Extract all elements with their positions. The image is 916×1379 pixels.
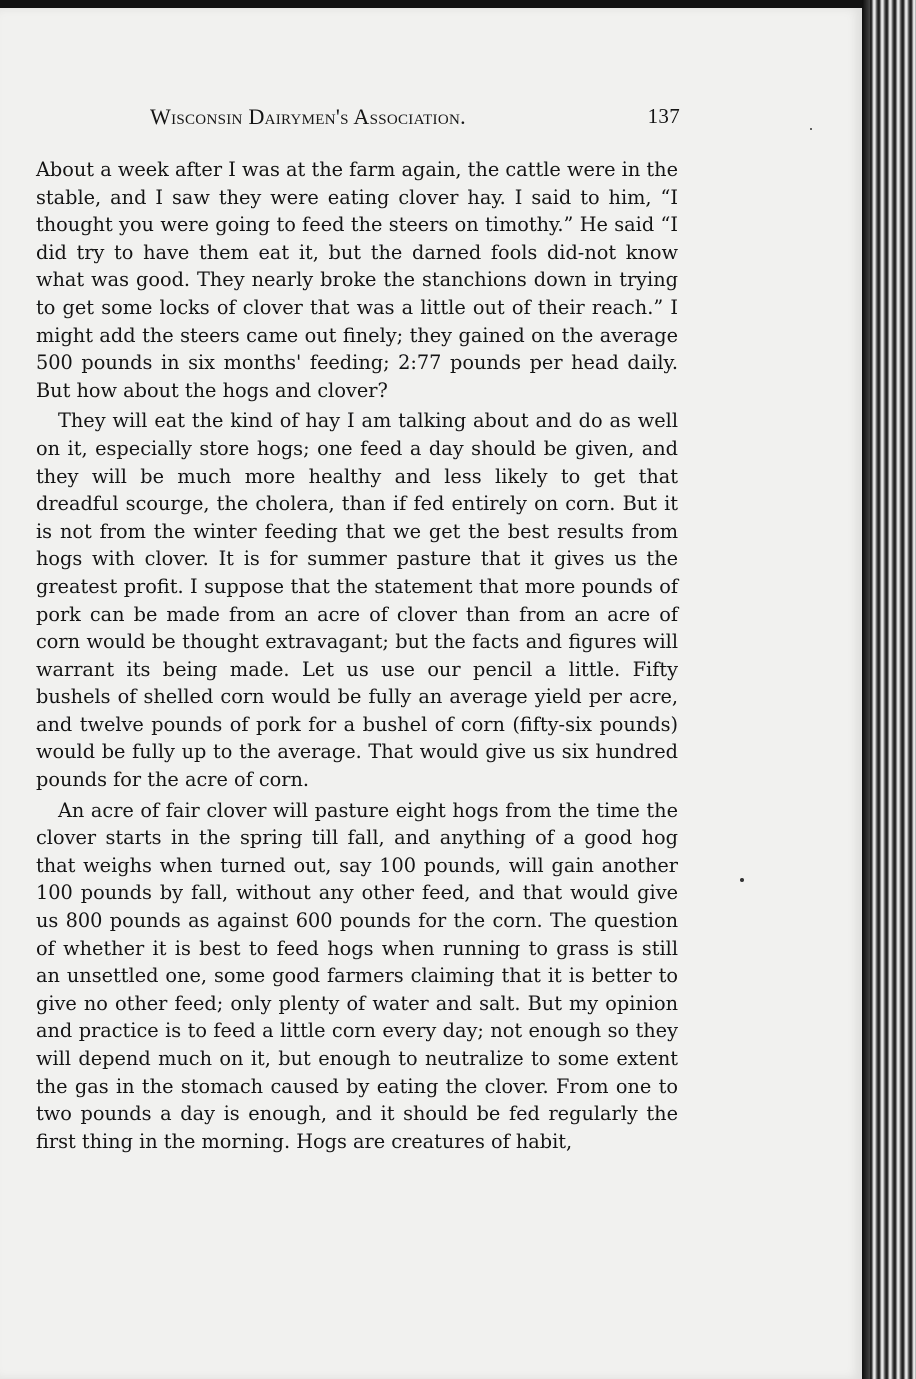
running-head: Wisconsin Dairymen's Association. — [150, 104, 466, 129]
paragraph-1: About a week after I was at the farm again, the cattle were in the stable, and I saw they were eating clover hay. I said to him, “I thought you were going to feed the steers on timothy.” He said “I did try to have them eat it, but the darned fools did-not know what was good. They nearly broke the stanchions down in trying to get some locks of clover that was a little out of their reach.” I might add the steers came out finely; they gained on the average 500 pounds in six months' feeding; 2:77 pounds per head daily. But how about the hogs and clover? — [36, 158, 678, 402]
paper-sheet — [0, 8, 862, 1379]
ink-speck — [740, 878, 744, 882]
ink-speck — [810, 128, 812, 130]
body-text — [36, 156, 678, 1155]
paragraph-2: They will eat the kind of hay I am talking about and do as well on it, especially store hogs; one feed a day should be given, and they will be much more healthy and less likely to get that dreadful scourge, the cholera, than if fed entirely on corn. But it is not from the winter feeding that we get the best results from hogs with clover. It is for summer pasture that it gives us the greatest profit. I suppose that the statement that more pounds of pork can be made from an acre of clover than from an acre of corn would be thought extravagant; but the facts and figures will warrant its being made. Let us use our pencil a little. Fifty bushels of shelled corn would be fully an average yield per acre, and twelve pounds of pork for a bushel of corn (fifty-six pounds) would be fully up to the average. That would give us six hundred pounds for the acre of corn. — [36, 409, 678, 792]
page-header — [150, 104, 680, 130]
page-number: 137 — [647, 104, 680, 128]
paragraph-3: An acre of fair clover will pasture eight hogs from the time the clover starts in the spring till fall, and anything of a good hog that weighs when turned out, say 100 pounds, will gain another 100 pounds by fall, without any other feed, and that would give us 800 pounds as against 600 pounds for the corn. The question of whether it is best to feed hogs when running to grass is still an unsettled one, some good farmers claiming that it is better to give no other feed; only plenty of water and salt. But my opinion and practice is to feed a little corn every day; not enough so they will depend much on it, but enough to neutralize to some extent the gas in the stomach caused by eating the clover. From one to two pounds a day is enough, and it should be fed regularly the first thing in the morning. Hogs are creatures of habit, — [36, 798, 678, 1153]
book-page-edges — [862, 0, 916, 1379]
